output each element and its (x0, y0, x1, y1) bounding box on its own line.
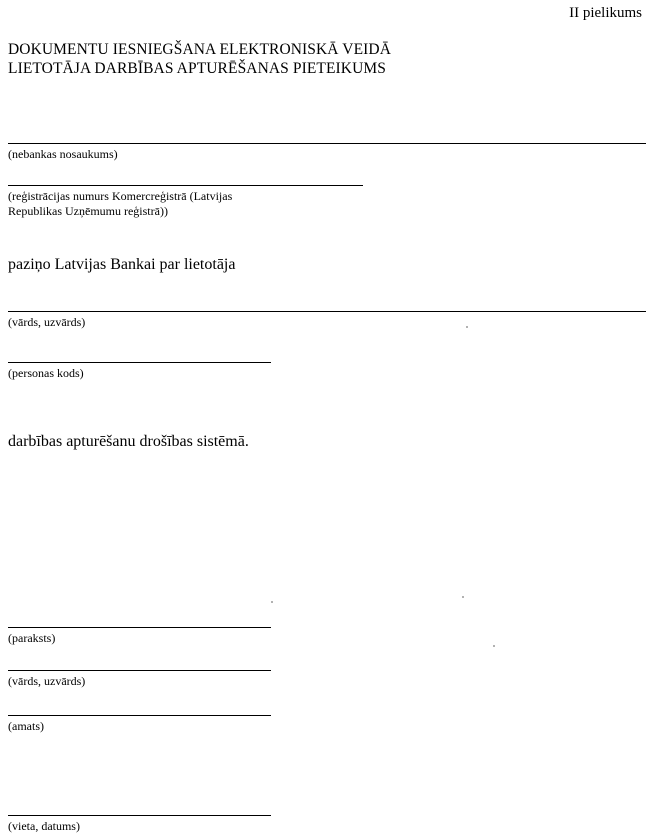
title-line-1: DOKUMENTU IESNIEGŠANA ELEKTRONISKĀ VEIDĀ (8, 41, 392, 58)
suspension-text: darbības apturēšanu drošības sistēmā. (8, 433, 249, 450)
position-line (8, 715, 271, 716)
signer-name-line (8, 670, 271, 671)
user-name-line (8, 311, 646, 312)
title-line-2: LIETOTĀJA DARBĪBAS APTURĒŠANAS PIETEIKUMS (8, 60, 386, 77)
registration-number-caption (8, 189, 232, 219)
personal-code-line (8, 362, 271, 363)
registration-caption-line-2: Republikas Uzņēmumu reģistrā)) (8, 204, 168, 218)
position-caption: (amats) (8, 719, 44, 733)
place-date-line (8, 815, 271, 816)
notice-text: paziņo Latvijas Bankai par lietotāja (8, 256, 236, 273)
signer-name-caption: (vārds, uzvārds) (8, 674, 86, 688)
signature-line (8, 627, 271, 628)
annex-label: II pielikums (569, 5, 642, 21)
scan-speck (271, 601, 273, 603)
user-name-caption: (vārds, uzvārds) (8, 315, 86, 329)
signature-caption: (paraksts) (8, 631, 56, 645)
personal-code-caption: (personas kods) (8, 366, 84, 380)
scan-speck (462, 596, 464, 598)
bank-name-line (8, 143, 646, 144)
registration-number-line (8, 185, 363, 186)
place-date-caption: (vieta, datums) (8, 819, 80, 833)
bank-name-caption: (nebankas nosaukums) (8, 147, 118, 161)
registration-caption-line-1: (reģistrācijas numurs Komercreģistrā (Latvijas (8, 189, 233, 203)
document-title (8, 40, 391, 78)
scan-speck (466, 326, 468, 328)
scan-speck (493, 645, 495, 647)
